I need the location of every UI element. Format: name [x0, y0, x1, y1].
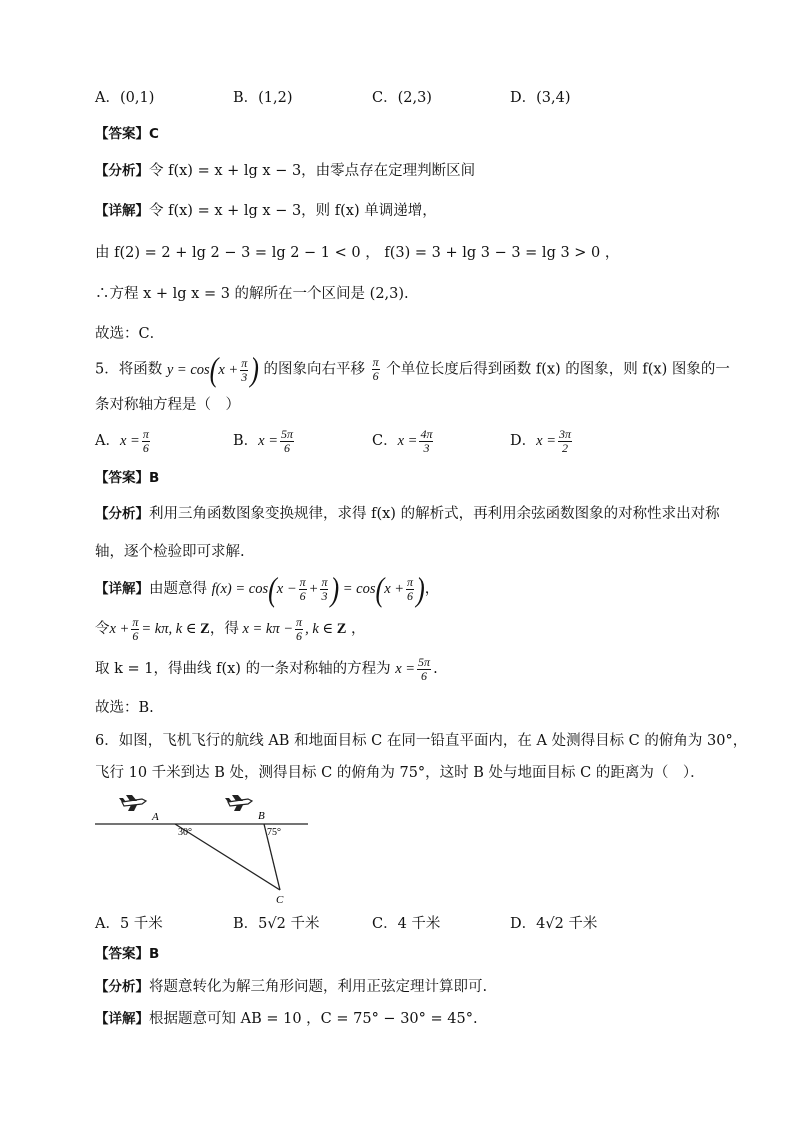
q5-answer: 【答案】B: [95, 470, 160, 486]
q4-analysis: [95, 161, 475, 181]
q5-shift-fraction: $\frac{\pi}{6}$: [372, 355, 379, 383]
q5-analysis-2: 轴，逐个检验即可求解.: [95, 544, 245, 560]
q6-answer: 【答案】B: [95, 946, 160, 962]
detail-tag: 【详解】: [95, 1011, 149, 1027]
q5-derived-expression: f(x) = cos(x − $\frac{\pi}{6}$ + $\frac{\pi}{3}$ ) = cos(x + $\frac{\pi}{6}$ ): [211, 570, 425, 608]
q6-analysis: [95, 977, 487, 997]
q6-figure: [90, 792, 315, 908]
q6-detail-text: 根据题意可知 AB = 10 ，C = 75° − 30° = 45°.: [149, 1011, 478, 1027]
q4-detail-1-text: 令 f(x) = x + lg x − 3，则 f(x) 单调递增，: [149, 203, 437, 219]
detail-tag: 【详解】: [95, 581, 149, 597]
q6-stem-line-2: 飞行 10 千米到达 B 处，测得目标 C 的俯角为 75°，这时 B 处与地面目标 C 的距离为（ ）．: [95, 765, 705, 781]
label-b: B: [258, 810, 265, 822]
q5-detail-2-a: 令: [95, 621, 110, 637]
angle-b-label: 75°: [267, 827, 281, 838]
q5-choice: 故选：B.: [95, 700, 154, 716]
q6-option-c: C．4 千米: [372, 916, 441, 932]
q5-option-a: A．x = $\frac{\pi}{6}$: [95, 426, 149, 455]
q5-stem-line-2: 条对称轴方程是（ ）: [95, 397, 240, 413]
q5-analysis-1: [95, 504, 720, 524]
q6-detail: [95, 1009, 478, 1029]
label-a: A: [152, 811, 159, 823]
q4-option-b: B．(1,2): [233, 90, 293, 106]
analysis-tag: 【分析】: [95, 506, 149, 522]
angle-a-label: 30°: [178, 827, 192, 838]
analysis-tag: 【分析】: [95, 163, 149, 179]
q4-detail-2: 由 f(2) = 2 + lg 2 − 3 = lg 2 − 1 < 0 ， f(3) = 3 + lg 3 − 3 = lg 3 > 0 ，: [95, 245, 620, 261]
q5-stem-c: 个单位长度后得到函数 f(x) 的图象，则 f(x) 图象的一: [386, 361, 730, 378]
q5-analysis-1-text: 利用三角函数图象变换规律，求得 f(x) 的解析式，再利用余弦函数图象的对称性求出对称: [149, 506, 720, 522]
q4-option-d: D．(3,4): [510, 90, 571, 106]
q4-option-c: C．(2,3): [372, 90, 432, 106]
q5-stem-line-1: [95, 350, 730, 389]
detail-tag: 【详解】: [95, 203, 149, 219]
q4-choice: 故选：C．: [95, 326, 165, 342]
q6-stem-line-1: 6．如图，飞机飞行的航线 AB 和地面目标 C 在同一铅直平面内，在 A 处测得目标 C 的俯角为 30°，: [95, 733, 748, 749]
q4-answer: 【答案】C: [95, 126, 159, 142]
q5-detail-3: 取 k = 1，得曲线 f(x) 的一条对称轴的方程为 x = $\frac{5\pi}{6}$ .: [95, 654, 438, 683]
q5-detail-2: 令x + $\frac{\pi}{6}$ = kπ, k ∈ Z，得 x = kπ − $\frac{\pi}{6}$ , k ∈ Z ，: [95, 615, 366, 644]
q4-option-a: A．(0,1): [95, 90, 155, 106]
q5-option-b: B．x = $\frac{5\pi}{6}$: [233, 426, 294, 455]
q4-detail-1: [95, 201, 437, 221]
q5-detail-1-text: 由题意得: [149, 581, 207, 597]
q4-analysis-text: 令 f(x) = x + lg x − 3，由零点存在定理判断区间: [149, 163, 476, 179]
q6-option-b: B．5√2 千米: [233, 916, 320, 932]
q5-option-c: C．x = $\frac{4\pi}{3}$: [372, 426, 433, 455]
airplane-icon-b: [225, 795, 252, 811]
q5-detail-2-b: ，得: [209, 621, 239, 637]
label-c: C: [276, 894, 284, 906]
q5-detail-3-text: 取 k = 1，得曲线 f(x) 的一条对称轴的方程为: [95, 661, 391, 677]
q4-detail-3: ∴方程 x + lg x = 3 的解所在一个区间是 (2,3).: [95, 286, 409, 302]
q6-analysis-text: 将题意转化为解三角形问题，利用正弦定理计算即可.: [149, 979, 488, 995]
analysis-tag: 【分析】: [95, 979, 149, 995]
q5-function-expression: y = cos(x + $\frac{\pi}{3}$ ): [166, 350, 259, 389]
q6-option-a: A．5 千米: [95, 916, 163, 932]
q5-option-d: D．x = $\frac{3\pi}{2}$: [510, 426, 572, 455]
q6-option-d: D．4√2 千米: [510, 916, 598, 932]
q5-stem-b: 的图象向右平移: [263, 361, 365, 378]
q5-detail-1: 【详解】由题意得 f(x) = cos(x − $\frac{\pi}{6}$ + $\frac{\pi}{3}$ ) = cos(x + $\frac{\pi}{6}$ )，: [95, 570, 440, 608]
airplane-icon-a: [119, 795, 146, 811]
q5-stem-a: 5．将函数: [95, 361, 163, 378]
